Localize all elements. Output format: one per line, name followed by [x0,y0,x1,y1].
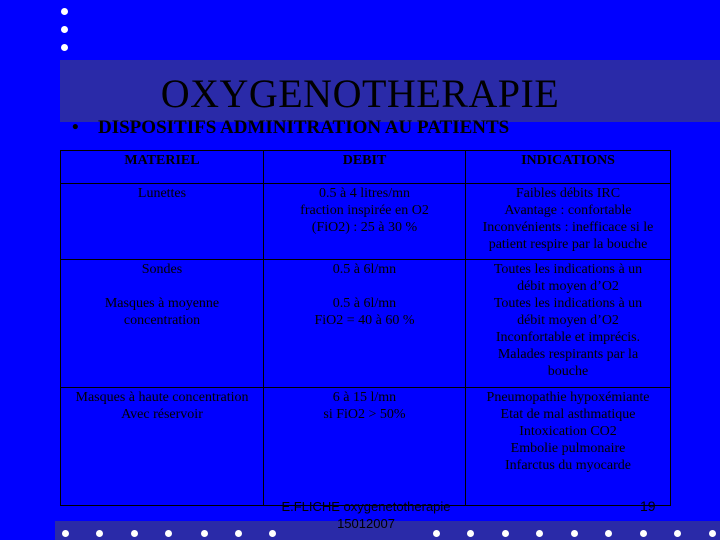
bullet-icon: • [72,117,79,138]
cell-debit [264,184,466,260]
cell-line: Toutes les indications à un [493,296,643,311]
cell-indications [466,260,671,388]
cell-line: 6 à 15 l/mn [332,390,397,405]
cell-line: 0.5 à 6l/mn [332,262,397,277]
cell-line: Avantage : confortable [504,203,632,218]
cell-line: Masques à haute concentration [75,390,249,405]
cell-line: débit moyen d’O2 [517,313,619,328]
cell-debit [264,260,466,388]
cell-line: Avec réservoir [121,407,203,422]
cell-line: FiO2 = 40 à 60 % [314,313,415,328]
cell-line: si FiO2 > 50% [323,407,406,422]
cell-line: patient respire par la bouche [488,237,648,252]
cell-line: Sondes [141,262,183,277]
cell-debit [264,388,466,506]
dot-icon [674,530,681,537]
footer-line: 15012007 [337,516,395,531]
cell-line: concentration [123,313,201,328]
header-materiel: MATERIEL [61,151,264,184]
dot-icon [640,530,647,537]
header-debit: DEBIT [264,151,466,184]
footer-line: E.FLICHE oxygenetotherapie [281,499,451,514]
dot-icon [201,530,208,537]
cell-line: Etat de mal asthmatique [500,407,636,422]
cell-line: 0.5 à 4 litres/mn [319,186,410,201]
dot-icon [61,44,68,51]
dot-icon [709,530,716,537]
table-row [61,260,671,388]
bullet-heading [72,115,509,141]
cell-line: Pneumopathie hypoxémiante [486,390,650,405]
cell-line: Toutes les indications à un [493,262,643,277]
cell-line: Inconfortable et imprécis. [495,330,641,345]
dot-icon [502,530,509,537]
dot-icon [165,530,172,537]
dot-icon [96,530,103,537]
cell-line: fraction inspirée en O2 [300,203,429,218]
cell-materiel [61,184,264,260]
dot-icon [61,26,68,33]
dot-icon [467,530,474,537]
cell-line: Faibles débits IRC [515,186,621,201]
table-header-row [61,151,671,184]
cell-line: Malades respirants par la [497,347,639,362]
dot-icon [61,8,68,15]
table-row [61,184,671,260]
dot-icon [131,530,138,537]
cell-materiel [61,260,264,388]
cell-line: (FiO2) : 25 à 30 % [311,220,418,235]
cell-line: Intoxication CO2 [519,424,617,439]
dot-icon [62,530,69,537]
cell-indications [466,388,671,506]
cell-line: Inconvénients : inefficace si le [482,220,654,235]
cell-indications [466,184,671,260]
cell-line: Lunettes [137,186,187,201]
cell-line: Infarctus du myocarde [505,458,631,473]
header-indications: INDICATIONS [466,151,671,184]
cell-line: bouche [547,364,589,379]
cell-line: Embolie pulmonaire [510,441,626,456]
cell-materiel [61,388,264,506]
slide-title: OXYGENOTHERAPIE [160,71,560,116]
dot-icon [536,530,543,537]
dot-icon [571,530,578,537]
devices-table [60,150,671,506]
footer-text [274,498,458,532]
cell-line: débit moyen d’O2 [517,279,619,294]
cell-line: Masques à moyenne [104,296,220,311]
page-number: 19 [640,498,656,514]
dot-icon [235,530,242,537]
dot-icon [605,530,612,537]
bullet-text: DISPOSITIFS ADMINITRATION AU PATIENTS [98,117,510,138]
table-row [61,388,671,506]
cell-line: 0.5 à 6l/mn [332,296,397,311]
